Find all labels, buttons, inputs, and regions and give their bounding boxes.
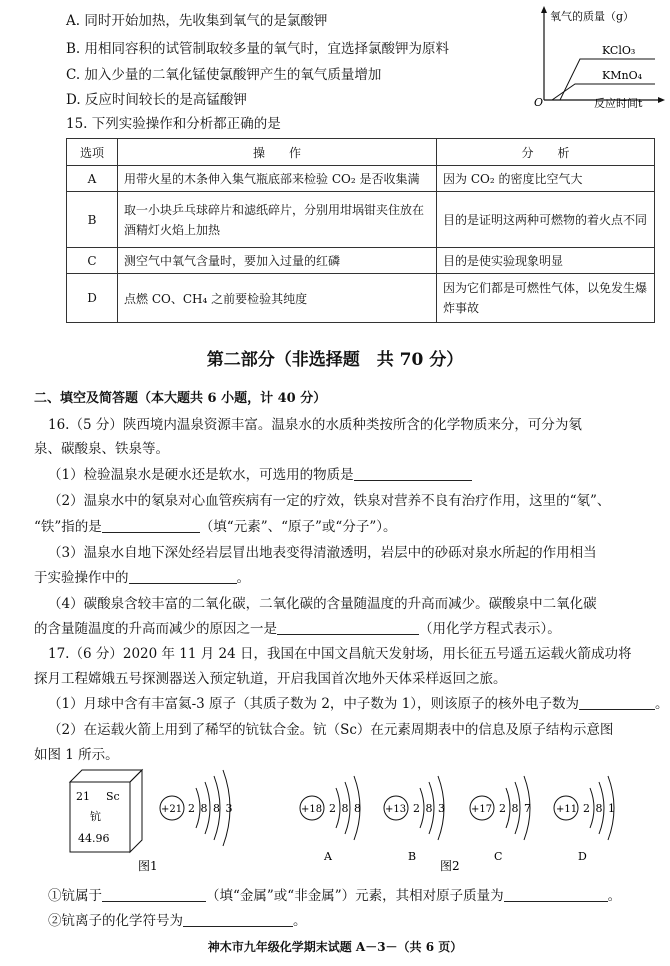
atom-b-electrons: 2 8 3 — [413, 802, 446, 815]
q17-answer-blank-2[interactable] — [102, 887, 206, 902]
atom-a-diagram — [300, 776, 362, 863]
atom-c-label: C — [494, 850, 503, 863]
element-mass: 44.96 — [78, 832, 110, 845]
atom-c-diagram — [470, 776, 532, 863]
atom-d-electrons: 2 8 1 — [583, 802, 616, 815]
q14-option-d: D. 反应时间较长的是高锰酸钾 — [66, 92, 247, 108]
q16-part4-hint: （用化学方程式表示）。 — [419, 621, 561, 637]
graph-kmno4-label: KMnO₄ — [602, 69, 642, 82]
q14-option-a: A. 同时开始加热，先收集到氧气的是氯酸钾 — [66, 13, 328, 29]
atom-a-label: A — [324, 850, 332, 863]
q17-answer-blank-1[interactable] — [579, 695, 655, 710]
q17-sub1-text: ①钪属于 — [48, 888, 102, 904]
q16-answer-blank-3[interactable] — [129, 569, 237, 584]
q16-part1-text: （1）检验温泉水是硬水还是软水，可选用的物质是 — [48, 467, 354, 483]
q16-part4-line2 — [34, 617, 561, 637]
q16-part3-text: 于实验操作中的 — [34, 570, 129, 586]
q16-line2: 泉、碳酸泉、铁泉等。 — [34, 441, 169, 457]
fig2-caption: 图2 — [440, 859, 460, 873]
atom-c-nucleus: +17 — [471, 804, 493, 815]
q17-sub2-text: ②钪离子的化学符号为 — [48, 913, 183, 929]
table-row-c-analysis: 目的是使实验现象明显 — [437, 248, 655, 274]
q16-part4-line1: （4）碳酸泉含较丰富的二氧化碳，二氧化碳的含量随温度的升高而减少。碳酸泉中二氧化碳 — [48, 596, 597, 612]
sc-electrons: 2 8 8 3 — [188, 802, 234, 815]
table-row-a-analysis: 因为 CO₂ 的密度比空气大 — [437, 166, 655, 192]
q17-sub1-hint: （填“金属”或“非金属”）元素，其相对原子质量为 — [206, 888, 504, 904]
q16-part1 — [48, 463, 472, 483]
table-row-a-option: A — [67, 166, 118, 192]
q17-answer-blank-4[interactable] — [183, 912, 293, 927]
element-box — [70, 770, 142, 852]
q16-part2-line1: （2）温泉水中的氡泉对心血管疾病有一定的疗效，铁泉对营养不良有治疗作用，这里的“氡”、 — [48, 493, 611, 509]
q14-graph — [530, 4, 665, 108]
atom-c-electrons: 2 8 7 — [499, 802, 532, 815]
q16-line1: 16.（5 分）陕西境内温泉资源丰富。温泉水的水质种类按所含的化学物质来分，可分为氡 — [48, 417, 582, 433]
q15-stem: 15. 下列实验操作和分析都正确的是 — [66, 116, 281, 132]
q17-line1: 17.（6 分）2020 年 11 月 24 日，我国在中国文昌航天发射场，用长征五号遥五运载火箭成功将 — [48, 646, 632, 662]
sc-nucleus: +21 — [161, 804, 183, 815]
q17-line2: 探月工程嫦娥五号探测器送入预定轨道，开启我国首次地外天体采样返回之旅。 — [34, 671, 507, 687]
q17-part1: （1）月球中含有丰富氦-3 原子（其质子数为 2，中子数为 1），则该原子的核外电子数为 。 — [48, 696, 669, 712]
q17-part1-text: （1）月球中含有丰富氦-3 原子（其质子数为 2，中子数为 1），则该原子的核外电子数为 — [48, 696, 580, 712]
q14-option-c: C. 加入少量的二氧化锰使氯酸钾产生的氧气质量增加 — [66, 67, 382, 83]
q16-part2-text: “铁”指的是 — [34, 519, 102, 535]
part2-title: 第二部分（非选择题 共 70 分） — [206, 350, 464, 370]
atom-a-electrons: 2 8 8 — [329, 802, 362, 815]
table-header-operation: 操 作 — [118, 139, 437, 166]
q16-part2-line2 — [34, 515, 396, 535]
table-row-c-option: C — [67, 248, 118, 274]
atom-b-diagram — [384, 776, 446, 863]
q16-answer-blank-1[interactable] — [354, 466, 472, 481]
table-row-a-operation: 用带火星的木条伸入集气瓶底部来检验 CO₂ 是否收集满 — [118, 166, 437, 192]
section2-title: 二、填空及简答题（本大题共 6 小题，计 40 分） — [34, 391, 327, 406]
table-header-analysis: 分 析 — [437, 139, 655, 166]
graph-kclo3-label: KClO₃ — [602, 44, 636, 57]
q15-table — [66, 138, 655, 323]
table-header-option: 选项 — [67, 139, 118, 166]
q16-part3-line2: 于实验操作中的 。 — [34, 570, 250, 586]
page-footer: 神木市九年级化学期末试题 A－3－（共 6 页） — [207, 940, 463, 954]
table-row-d-option: D — [67, 274, 118, 323]
atom-b-label: B — [408, 850, 417, 863]
atom-d-diagram — [554, 776, 616, 863]
atom-d-label: D — [578, 850, 587, 863]
q17-figures — [60, 762, 620, 874]
fig1-caption: 图1 — [138, 859, 158, 873]
element-number: 21 — [76, 790, 90, 803]
q16-answer-blank-4[interactable] — [277, 620, 419, 635]
atom-d-nucleus: +11 — [556, 804, 578, 815]
atom-a-nucleus: +18 — [301, 804, 323, 815]
q17-sub2: ②钪离子的化学符号为 。 — [48, 913, 307, 929]
table-row-d-operation: 点燃 CO、CH₄ 之前要检验其纯度 — [118, 274, 437, 323]
q17-sub1: ①钪属于 （填“金属”或“非金属”）元素，其相对原子质量为 。 — [48, 888, 622, 904]
element-symbol: Sc — [106, 790, 120, 803]
graph-ylabel: 氧气的质量（g） — [550, 10, 635, 23]
q17-answer-blank-3[interactable] — [504, 887, 608, 902]
table-row-d-analysis: 因为它们都是可燃性气体，以免发生爆炸事故 — [437, 274, 655, 323]
q16-answer-blank-2[interactable] — [102, 518, 200, 533]
table-row-b-option: B — [67, 192, 118, 248]
q16-part4-text: 的含量随温度的升高而减少的原因之一是 — [34, 621, 277, 637]
table-row-b-analysis: 目的是证明这两种可燃物的着火点不同 — [437, 192, 655, 248]
q14-option-b: B. 用相同容积的试管制取较多量的氧气时，宜选择氯酸钾为原料 — [66, 41, 450, 57]
graph-origin: O — [534, 96, 544, 108]
graph-xlabel: 反应时间t — [594, 97, 643, 108]
atom-b-nucleus: +13 — [385, 804, 407, 815]
table-row-b-operation: 取一小块乒乓球碎片和滤纸碎片，分别用坩埚钳夹住放在酒精灯火焰上加热 — [118, 192, 437, 248]
q17-part2-line2: 如图 1 所示。 — [34, 747, 119, 763]
q16-part3-line1: （3）温泉水自地下深处经岩层冒出地表变得清澈透明，岩层中的砂砾对泉水所起的作用相当 — [48, 545, 597, 561]
sc-atom-diagram — [160, 770, 233, 846]
q17-part2-line1: （2）在运载火箭上用到了稀罕的钪钛合金。钪（Sc）在元素周期表中的信息及原子结构示意图 — [48, 722, 614, 738]
table-row-c-operation: 测空气中氧气含量时，要加入过量的红磷 — [118, 248, 437, 274]
element-name: 钪 — [90, 810, 101, 823]
q16-part2-hint: （填“元素”、“原子”或“分子”）。 — [199, 519, 397, 535]
